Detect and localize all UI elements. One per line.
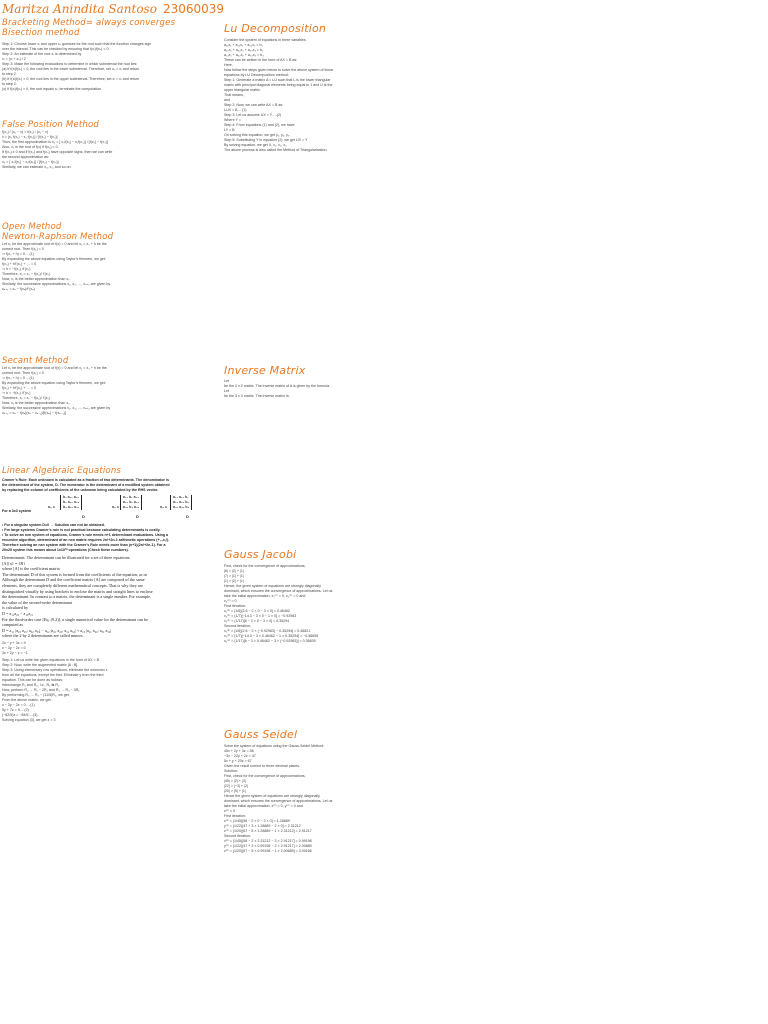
text-line: Also, x₂ is the root of f(x) if f(x₂) = 0.	[2, 145, 59, 149]
text-line: the determinant of the system, D. The numerator is the determinant of a modified system obtained	[2, 483, 170, 487]
text-line: where the 2 by 2 determinants are called minors.	[2, 633, 84, 639]
open-method-section	[2, 222, 218, 292]
text-line: D = a₁₁ |a₂₂ a₂₃; a₃₂ a₃₃| − a₁₂ |a₂₁ a₂₃; a₃₁ a₃₃| + a₁₃ |a₂₁ a₂₂; a₃₁ a₃₂|	[2, 627, 112, 633]
text-line: z⁽⁰⁾ = 0	[224, 809, 236, 813]
text-line: 3x + 2y − z = −1	[2, 650, 28, 655]
seidel-lines	[224, 744, 374, 854]
text-line: Similarly, the successive approximations x₂, x₃, …, xₙ₊₁ are given by	[2, 406, 111, 410]
linear-equations-section	[2, 466, 218, 723]
text-line: (−62/5)z = −84/5….(3)	[2, 712, 38, 717]
cramer-label: For a 3x3 system	[2, 509, 32, 513]
cramer-matrix-body	[60, 495, 82, 510]
text-line: x⁽²⁾ = (1/45)[58 − 2 × 2.31212 − 3 × 2.91217] = 0.99198	[224, 839, 312, 843]
text-line: x − 3y − 2z = 0	[2, 645, 26, 650]
text-line: For the third-order case [Eq. (9.2)], a single numerical value for the determinant can be	[2, 616, 148, 622]
text-line: The above process is also called the Method of Triangularisation.	[224, 148, 328, 152]
text-line: By solving equation, we get X, x₁, x₂, x₃	[224, 143, 287, 147]
false-position-title: False Position Method	[2, 120, 99, 130]
text-line: upper triangular matrix.	[224, 88, 261, 92]
text-line: First, check for the convergence of approximations,	[224, 564, 306, 568]
cramer-bullets	[2, 523, 218, 553]
text-line: elements, they are completely different mathematical concepts. That is why they are	[2, 582, 143, 588]
text-line: and	[224, 98, 230, 102]
text-line: −3x − 22y + 2z = 47	[224, 754, 256, 758]
text-line: correct root. Then f(x₁) = 0	[2, 247, 44, 251]
left-column	[2, 0, 218, 1024]
text-line: Solve the system of equations using the Gauss-Seidel Method:	[224, 744, 325, 748]
text-line: is calculated by	[2, 605, 29, 611]
text-line: Thus, the first approximation is x₂ = [ x₀f(x₁) − x₁f(x₀)] / [f(x₁) − f(x₀)]	[2, 140, 108, 144]
text-line: b₁ a₁₂ a₁₃	[63, 495, 79, 499]
text-line: f(x₀) + hf’(x₀) + … = 0	[2, 386, 37, 390]
cramer-matrix-x2	[120, 495, 150, 512]
text-line: Solution:	[224, 769, 238, 773]
lu-lines	[224, 38, 374, 153]
text-line: By expanding the above equation using Taylor’s theorem, we get:	[2, 381, 106, 385]
text-line: z⁽²⁾ = (1/20)[67 − 5 × 0.99198 − 1 × 2.00689] = 3.00166	[224, 849, 312, 853]
text-line: be the 2 x 2 matrix. The inverse matrix of A is given by the formula,	[224, 384, 330, 388]
cramer-matrix-x1	[60, 495, 90, 512]
text-line: Let x₀ be the approximate root of f(x) = 0 and let x₁ = x₀ + h be the	[2, 366, 107, 370]
cramer-var-x3: x₃ =	[160, 505, 168, 509]
text-line: from all the equations, except the first. Eliminate y from the third	[2, 672, 104, 677]
text-line: |1| > |2| + |1|	[224, 579, 244, 583]
text-line: By performing R₃ → R₃ − (11/5)R₂, we get,	[2, 692, 70, 697]
text-line: First, check for the convergence of approximations,	[224, 774, 306, 778]
text-line: First iteration:	[224, 814, 246, 818]
text-line: b₃ a₃₂ a₃₃	[63, 505, 80, 509]
text-line: • For a singular system D=0 → Solution can not be obtained.	[2, 523, 105, 527]
text-line: dominant, which ensures the convergence of approximations. Let us	[224, 799, 333, 803]
text-line: (a) If f(xₗ)f(xᵣ) < 0, the root lies in the lower subinterval. Therefore, set xᵤ = xᵣ and return	[2, 67, 140, 71]
text-line: z⁽¹⁾ = (1/20)[67 − 5 × 1.28889 − 1 × 2.31212] = 2.91217	[224, 829, 312, 833]
text-line: b₂ a₂₂ a₂₃	[63, 500, 80, 504]
text-line: 5y + 7z = 9….(2)	[2, 707, 29, 712]
text-line: f(x₀) / (x₀ − x) = f(x₁) / (x₁ − x)	[2, 130, 49, 134]
text-line: ⇒ h = −f(x₀) /f’(x₀)	[2, 391, 31, 395]
text-line: x₁⁽¹⁾ = (1/6)[2.6 − 2 × 0 − 3 × 0] = 0.46462	[224, 609, 290, 613]
example-system	[2, 641, 218, 656]
text-line: Let	[224, 389, 229, 393]
text-line: be the 3 x 3 matrix. The inverse matrix is:	[224, 394, 290, 398]
text-line: |20| > |5| + |1|	[224, 789, 246, 793]
text-line: where [A] is the coefficient matrix	[2, 566, 60, 572]
text-line: 2x − y + 3z = 9	[2, 640, 26, 645]
text-line: a₃₁ a₃₂ b₃	[173, 505, 190, 509]
text-line: by replacing the column of coefficients of the unknown being calculated by the RHS vector.	[2, 488, 159, 492]
text-line: ⇒ h = −f(x₀) /f’(x₀)	[2, 267, 31, 271]
text-line: take the initial approximation, x₁⁽⁰⁾ = 0, x₂⁽⁰⁾ = 0 and	[224, 594, 306, 598]
text-line: Therefore, x₁ = x₀ − f(x₀)/ f’(x₀)	[2, 272, 51, 276]
text-line: Now follow the steps given below to solve the above system of linear	[224, 68, 334, 72]
inverse-title: Inverse Matrix	[224, 364, 306, 377]
secant-section	[2, 356, 218, 416]
jacobi-section	[224, 548, 374, 644]
text-line: On solving this equation, we get y₁, y₂, y₃.	[224, 133, 291, 137]
newton-lines	[2, 242, 218, 292]
text-line: Now, perform R₂ → R₂ − 2R₁ and R₃ → R₃ − 3R₁	[2, 687, 80, 692]
text-line: Step 4: From equations (1) and (2), we have	[224, 123, 295, 127]
text-line: to step 2.	[2, 82, 17, 86]
jacobi-title: Gauss Jacobi	[224, 548, 297, 561]
text-line: Hence the given system of equations are strongly diagonally	[224, 794, 320, 798]
newton-title: Newton-Raphson Method	[2, 232, 114, 242]
bracketing-section	[2, 18, 218, 92]
text-line: That means,	[224, 93, 244, 97]
text-line: x₃⁽⁰⁾ = 0	[224, 599, 237, 603]
elimination-steps	[2, 658, 218, 723]
cramer-var-x2: x₂ =	[112, 505, 120, 509]
text-line: x₃ = [ x₀f(x₂) − x₂f(x₀)] / [f(x₂) − f(x₀)]	[2, 160, 59, 164]
text-line: x₃⁽¹⁾ = (1/17)[6 − 3 × 0 − 3 × 0] = 0.35294	[224, 619, 290, 623]
text-line: Let	[224, 379, 229, 383]
text-line: matrix with principal diagonal elements being equal to 1 and U is the	[224, 83, 333, 87]
text-line: Given the result correct to three decimal places.	[224, 764, 301, 768]
text-line: computed as	[2, 622, 24, 628]
cramer-var-x1: x₁ =	[48, 505, 55, 509]
text-line: 20x20 system this means about 1x10²⁰ operations (Check these numbers).	[2, 548, 129, 552]
text-line: D = a₁₁a₂₂ − a₁₂a₂₁	[2, 610, 34, 616]
text-line: ⇒ f(x₀ + h) = 0….(1)	[2, 376, 34, 380]
text-line: ⇒ f(x₀ + h) = 0….(1)	[2, 252, 34, 256]
text-line: LUX = B….(1)	[224, 108, 247, 112]
text-line: These can be written in the form of AX = B as:	[224, 58, 298, 62]
cramer-denominator-2: D	[136, 515, 139, 519]
text-line: Solving equation (3), we get z = 3	[2, 717, 56, 722]
text-line: Here,	[224, 63, 233, 67]
seidel-section	[224, 728, 374, 854]
text-line: xₙ₊₁ = xₙ − f(xₙ)/f’(xₙ)	[2, 287, 35, 291]
text-line: Determinants. The determinant can be illustrated for a set of three equations:	[2, 555, 131, 560]
text-line: Consider the system of equations in three variables.	[224, 38, 307, 42]
jacobi-lines	[224, 564, 374, 644]
false-position-section	[2, 120, 218, 170]
text-line: distinguished visually by using brackets to enclose the matrix and straight lines to enclose	[2, 588, 153, 594]
text-line: |22| > |−3| + |2|	[224, 784, 248, 788]
text-line: correct root. Then f(x₁) = 0	[2, 371, 44, 375]
text-line: Second iteration:	[224, 624, 251, 628]
text-line: Step 3: Using elementary row operations, eliminate the unknown x	[2, 667, 108, 672]
text-line: |7| > |1| + |1|	[224, 574, 244, 578]
text-line: Step 2: An estimate of the root xᵣ is determined by	[2, 52, 82, 56]
right-column	[224, 0, 374, 1024]
text-line: From the above matrix, we get:	[2, 697, 52, 702]
text-line: xᵣ = (xₗ + xᵤ) / 2	[2, 57, 26, 61]
text-line: |45| > |2| + |3|	[224, 779, 246, 783]
text-line: Therefore solving an nxn system with the Cramer’s Rule needs more than (n+1)(2n!+2n-1). For a	[2, 543, 166, 547]
student-id: 23060039	[162, 2, 225, 16]
text-line: a₁₁ a₁₂ b₁	[173, 495, 189, 499]
text-line: x = [x₀ f(x₁) − x₁ f(x₀)] / [f(x₁) − f(x₀)]	[2, 135, 58, 139]
inverse-lines	[224, 379, 374, 399]
text-line: equations by LU Decomposition method:	[224, 73, 289, 77]
author-name: Maritza Anindita Santoso	[2, 2, 157, 16]
secant-title: Secant Method	[2, 356, 69, 366]
text-line: 5x + y + 20z = 67	[224, 759, 252, 763]
text-line: Now, x₁ is the better approximation than x₀.	[2, 401, 71, 405]
cramer-denominator-1: D	[82, 515, 85, 519]
text-line: Therefore, x₁ = x₀ − f(x₀)/ f’(x₀)	[2, 396, 51, 400]
text-line: Step 2: Now, we can write AX = B as:	[224, 103, 284, 107]
false-position-lines	[2, 130, 218, 170]
text-line: f(x₀) + hf’(x₀) + … = 0	[2, 262, 37, 266]
determinant-text	[2, 555, 218, 639]
text-line: x₂⁽²⁾ = (1/7)[−14.3 − 3 × 0.46462 − 1 × 0.35294] = −0.56655	[224, 634, 319, 638]
text-line: (c) If f(xₗ)f(xᵣ) = 0, the root equals xᵣ; terminate the computation.	[2, 87, 103, 91]
text-line: xₙ₊₁ = xₙ − f(xₙ)(xₙ − xₙ₋₁)/[f(xₙ) − f(xₙ₋₁)]	[2, 411, 66, 415]
text-line: a₂₁x₁ + a₂₂x₂ + a₂₃x₃ = b₂	[224, 48, 264, 52]
inverse-section	[224, 364, 374, 399]
secant-lines	[2, 366, 218, 416]
text-line: (b) If f(xₗ)f(xᵣ) > 0, the root lies in the upper subinterval. Therefore, set xₗ = xᵣ and return	[2, 77, 140, 81]
text-line: Step 3: Let us assume UX = Y….(2)	[224, 113, 282, 117]
text-line: recursive algorithm, determinant of an nxn matrix requires 2n!+2n-1 arithmetic operations (+,-,x,/).	[2, 538, 169, 542]
linear-equations-title: Linear Algebraic Equations	[2, 466, 122, 476]
text-line: a₁₁ b₁ a₁₃	[123, 495, 139, 499]
text-line: LY = B	[224, 128, 235, 132]
bisection-steps	[2, 42, 218, 92]
text-line: the value of the second-order determinant	[2, 599, 72, 605]
text-line: Step 3: Make the following evaluations to determine in which subinterval the root lies:	[2, 62, 138, 66]
text-line: Similarly, we can estimate x₄, x₅, and so on.	[2, 165, 72, 169]
text-line: y⁽¹⁾ = (1/22)[47 + 3 × 1.28889 − 2 × 0] = 2.31212	[224, 824, 301, 828]
text-line: Second iteration:	[224, 834, 251, 838]
bracketing-title: Bracketing Method= always converges	[2, 18, 176, 28]
text-line: x⁽¹⁾ = (1/45)[58 − 2 × 0 − 3 × 0] = 1.28889	[224, 819, 290, 823]
bisection-title: Bisection method	[2, 28, 80, 38]
text-line: Where Y =	[224, 118, 241, 122]
text-line: First iteration:	[224, 604, 246, 608]
text-line: Cramer’s Rule: Each unknown is calculated as a fraction of two determinants. The denominator is	[2, 478, 169, 482]
text-line: 45x + 2y + 3z = 58	[224, 749, 254, 753]
text-line: • To solve an nxn system of equations, Cramer’s rule needs n+1 determinant evaluations. Using a	[2, 533, 169, 537]
open-method-title: Open Method	[2, 222, 62, 232]
text-line: Step 1: Choose lower xₗ and upper xᵤ guesses for the root such that the function changes sign	[2, 42, 152, 46]
cramer-lines	[2, 478, 218, 493]
text-line: x − 3y − 2z = 0….(1)	[2, 702, 35, 707]
text-line: x₁⁽²⁾ = (1/6)[2.6 − 2 × (−0.92983) − 0.35294] = 0.46821	[224, 629, 311, 633]
text-line: • For large systems Cramer’s rule is not practical because calculating determinants is costly.	[2, 528, 161, 532]
text-line: Step 5: Substituting Y in equation (2), we get UX = Y	[224, 138, 308, 142]
cramer-denominator-3: D	[186, 515, 189, 519]
text-line: the determinant. In contrast to a matrix, the determinant is a single number. For example,	[2, 594, 152, 600]
text-line: to step 2.	[2, 72, 17, 76]
text-line: Step 1: Generate a matrix A = LU such that L is the lower triangular	[224, 78, 331, 82]
cramer-formula	[2, 493, 218, 521]
text-line: dominant, which ensures the convergence of approximations. Let us	[224, 589, 333, 593]
text-line: take the initial approximation, x⁽⁰⁾ = 0, y⁽⁰⁾ = 0 and	[224, 804, 303, 808]
cramer-matrix-body	[170, 495, 192, 510]
cramer-matrix-body	[120, 495, 142, 510]
bracketing-note: = always converges	[85, 18, 176, 28]
text-line: a₃₁ b₃ a₃₃	[123, 505, 140, 509]
text-line: Interchange R₁ and R₂, i.e., R₁ ⇆ R₂	[2, 682, 60, 687]
text-line: over the interval. This can be checked by ensuring that f(xₗ)f(xᵤ) < 0.	[2, 47, 110, 51]
text-line: By expanding the above equation using Taylor’s theorem, we get:	[2, 257, 106, 261]
text-line: a₃₁x₁ + a₃₂x₂ + a₃₃x₃ = b₃	[224, 53, 264, 57]
text-line: y⁽²⁾ = (1/22)[47 + 3 × 0.99198 − 2 × 2.91217] = 2.00689	[224, 844, 312, 848]
text-line: x₃⁽²⁾ = (1/17)[6 − 3 × 0.46462 − 3 × (−0.92983)] = 0.36839	[224, 639, 316, 643]
text-line: Hence, the given system of equations are strongly diagonally	[224, 584, 321, 588]
text-line: Similarly, the successive approximations x₂, x₃, …, xₙ₊₁ are given by	[2, 282, 111, 286]
cramer-matrix-x3	[170, 495, 200, 512]
text-line: the second approximation as:	[2, 155, 49, 159]
text-line: Step 1: Let us write the given equations in the form of AX = B	[2, 657, 99, 662]
lu-title: Lu Decomposition	[224, 22, 327, 35]
text-line: [A]{x} = {B}	[2, 560, 26, 566]
lu-section	[224, 22, 374, 153]
text-line: equation. This can be done as follows:	[2, 677, 64, 682]
text-line: Let x₀ be the approximate root of f(x) = 0 and let x₁ = x₀ + h be the	[2, 242, 107, 246]
text-line: Step 2: Now, write the augmented matrix [A : B].	[2, 662, 79, 667]
text-line: x₂⁽¹⁾ = (1/7)[−14.3 − 3 × 0 − 1 × 0] = −0.92983	[224, 614, 297, 618]
text-line: a₁₁x₁ + a₁₂x₂ + a₁₃x₃ = b₁	[224, 43, 263, 47]
text-line: The determinant D of this system is formed from the coefficients of the equation, as in	[2, 571, 147, 577]
text-line: a₂₁ b₂ a₂₃	[123, 500, 140, 504]
seidel-title: Gauss Seidel	[224, 728, 298, 741]
text-line: Now, x₁ is the better approximation than x₀.	[2, 277, 71, 281]
text-line: a₂₁ a₂₂ b₂	[173, 500, 190, 504]
text-line: |6| > |2| + |1|	[224, 569, 244, 573]
text-line: Although the determinant D and the coefficient matrix [A] are composed of the same	[2, 577, 145, 583]
text-line: If f(x₀) ≠ 0 and if f(x₂) and f(x₀) have opposite signs, then we can write	[2, 150, 113, 154]
